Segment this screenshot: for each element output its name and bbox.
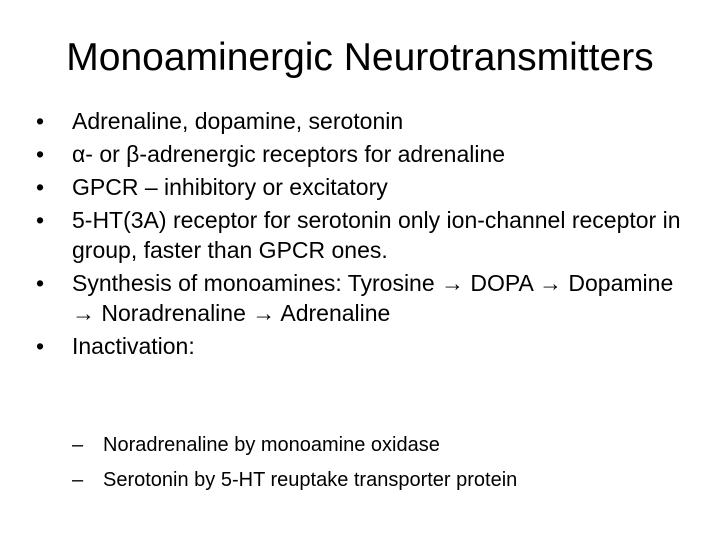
bullet-marker: • xyxy=(36,333,45,359)
bullet-item xyxy=(36,205,686,265)
sub-bullet-item xyxy=(72,467,672,493)
bullet-marker: • xyxy=(36,174,45,200)
sub-bullet-marker: – xyxy=(72,434,84,456)
bullet-marker: • xyxy=(36,270,45,296)
bullet-list xyxy=(36,106,686,364)
bullet-item xyxy=(36,331,686,361)
sub-bullet-text: Serotonin by 5-HT reuptake transporter protein xyxy=(103,469,518,491)
bullet-item xyxy=(36,172,686,202)
bullet-text: 5-HT(3A) receptor for serotonin only ion-channel receptor in group, faster than GPCR ones. xyxy=(72,207,681,263)
bullet-item xyxy=(36,106,686,136)
bullet-text: Synthesis of monoamines: Tyrosine → DOPA → Dopamine → Noradrenaline → Adrenaline xyxy=(72,270,674,326)
bullet-text: Inactivation: xyxy=(72,333,195,359)
sub-bullet-item xyxy=(72,432,672,458)
bullet-marker: • xyxy=(36,141,45,167)
slide-title: Monoaminergic Neurotransmitters xyxy=(66,36,654,79)
bullet-text: GPCR – inhibitory or excitatory xyxy=(72,174,388,200)
sub-bullet-text: Noradrenaline by monoamine oxidase xyxy=(103,434,440,456)
bullet-item xyxy=(36,268,686,328)
sub-bullet-list xyxy=(72,432,672,502)
bullet-marker: • xyxy=(36,108,45,134)
bullet-text: Adrenaline, dopamine, serotonin xyxy=(72,108,404,134)
bullet-marker: • xyxy=(36,207,45,233)
sub-bullet-marker: – xyxy=(72,469,84,491)
bullet-item xyxy=(36,139,686,169)
bullet-text: α- or β-adrenergic receptors for adrenaline xyxy=(72,141,506,167)
